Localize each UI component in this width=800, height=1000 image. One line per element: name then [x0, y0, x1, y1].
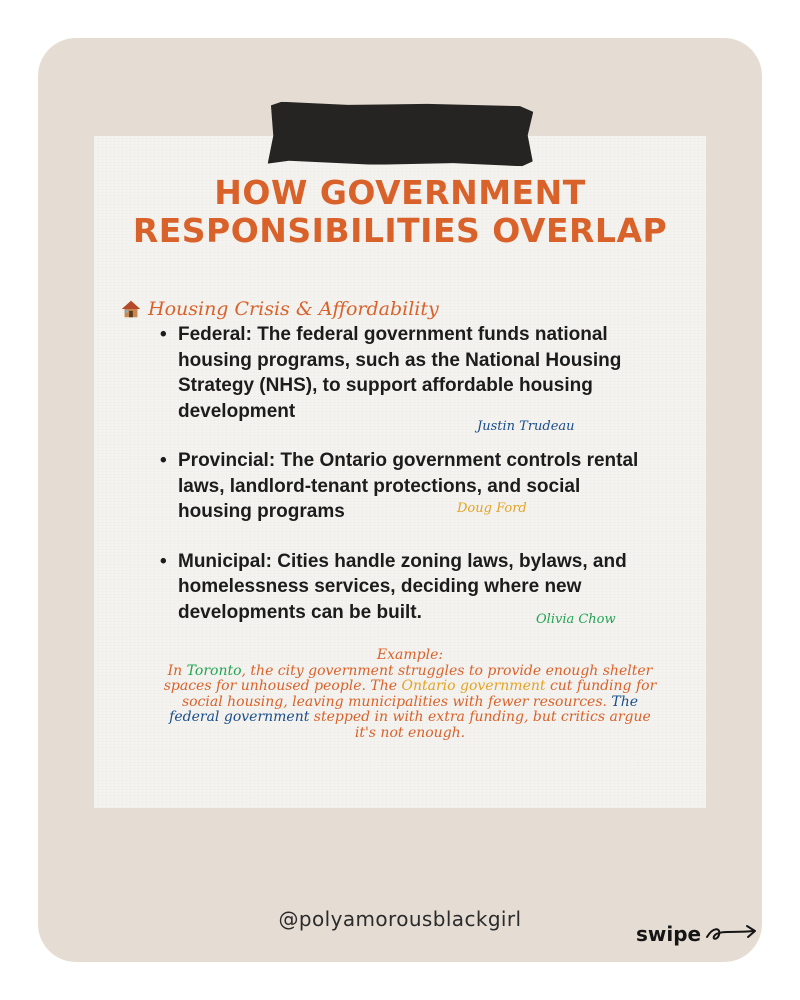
note-federal-leader: Justin Trudeau [477, 419, 575, 434]
example-text-2: , the city government struggles to provide enough shelter spaces for unhoused people. The [163, 662, 653, 695]
author-handle: @polyamorousblackgirl [278, 907, 522, 931]
example-ontario: Ontario government [401, 678, 546, 695]
responsibility-list [160, 322, 650, 625]
page-title: HOW GOVERNMENT RESPONSIBILITIES OVERLAP [132, 173, 668, 250]
house-icon [120, 298, 142, 320]
example-block [160, 648, 660, 742]
list-item-provincial: • Provincial: The Ontario government controls rental laws, landlord-tenant protections, and social housing programs [160, 448, 650, 525]
list-item-municipal: • Municipal: Cities handle zoning laws, bylaws, and homelessness services, deciding where new developments can be built. [160, 549, 650, 626]
note-municipal-leader: Olivia Chow [536, 612, 616, 627]
section-heading [120, 298, 439, 320]
example-text-1: In [167, 662, 187, 679]
note-provincial-leader: Doug Ford [457, 501, 527, 516]
example-text-3: cut funding for social housing, leaving municipalities with fewer resources. [181, 678, 657, 710]
example-federal: The federal government [169, 693, 639, 726]
tape-strip [268, 102, 534, 167]
list-item-federal: • Federal: The federal government funds national housing programs, such as the National Housing Strategy (NHS), to support affordable housing development [160, 322, 650, 424]
arrow-right-icon [705, 921, 761, 947]
example-toronto: Toronto [186, 662, 242, 679]
example-text-4: stepped in with extra funding, but critics argue it's not enough. [309, 709, 651, 741]
section-heading-text: Housing Crisis & Affordability [148, 298, 439, 320]
swipe-label: swipe [636, 922, 702, 946]
example-label: Example: [376, 647, 444, 663]
swipe-hint[interactable] [636, 921, 761, 947]
